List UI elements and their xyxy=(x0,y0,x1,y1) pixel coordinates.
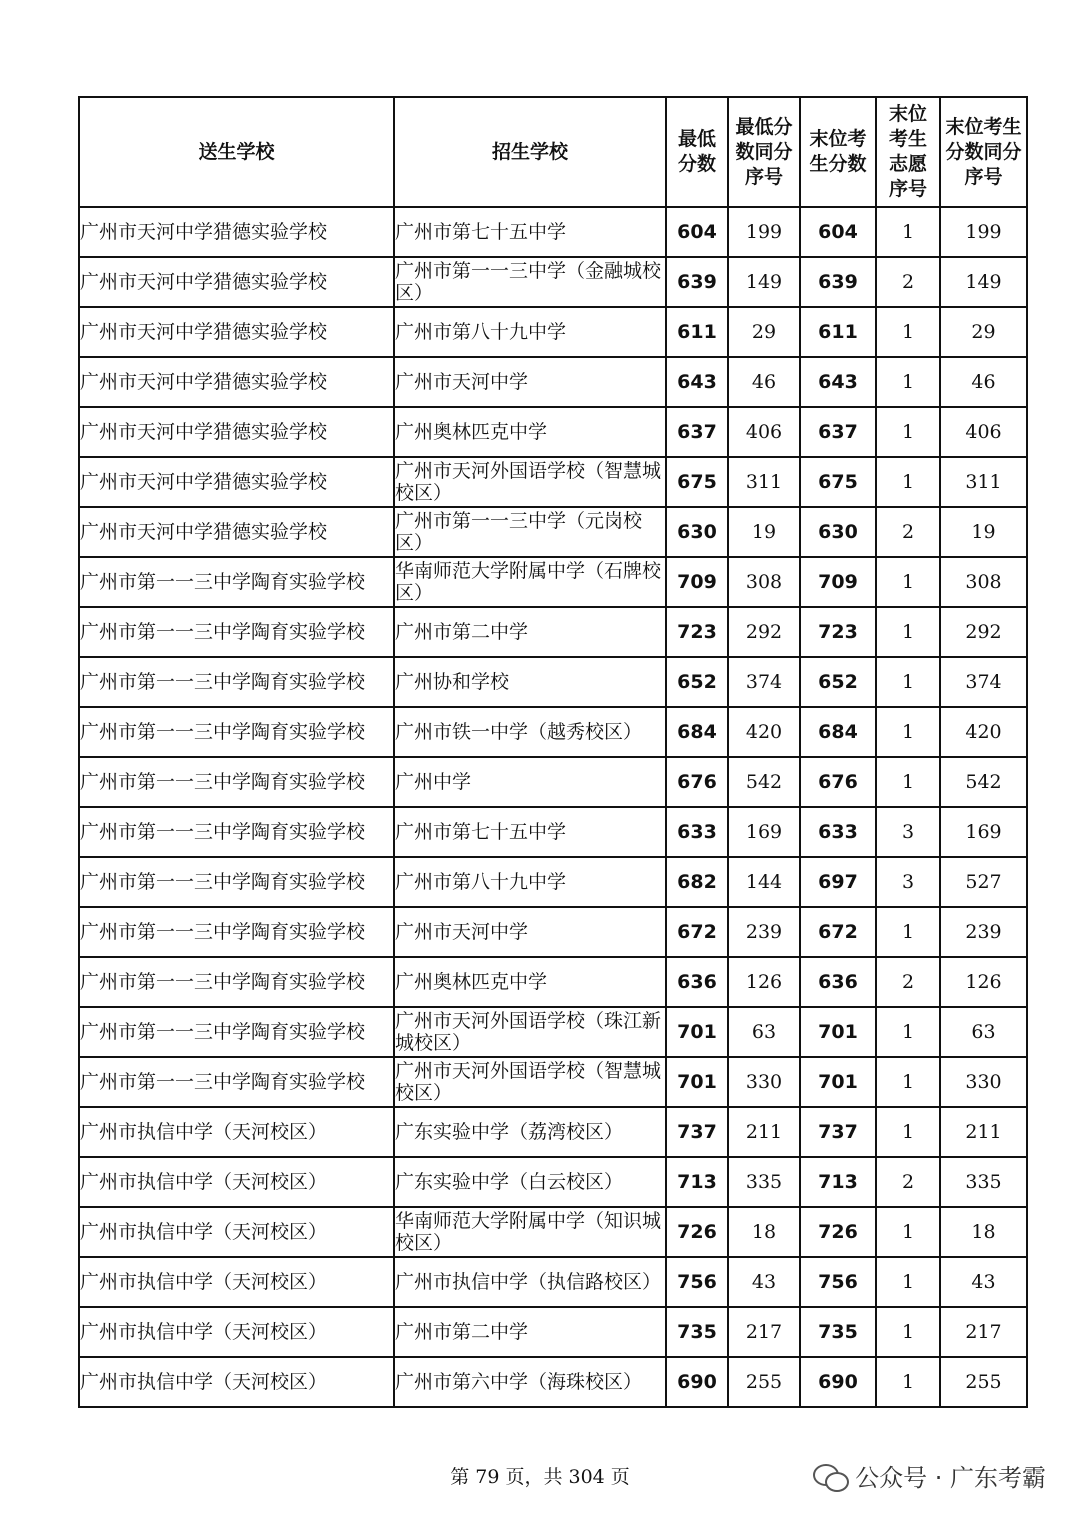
cell-sending-school: 广州市第一一三中学陶育实验学校 xyxy=(79,907,394,957)
table-row xyxy=(79,457,1027,507)
cell-min-score: 636 xyxy=(666,957,728,1007)
cell-admitting-school: 广州市第六中学（海珠校区） xyxy=(394,1357,666,1407)
cell-min-score: 701 xyxy=(666,1057,728,1107)
cell-admitting-school: 华南师范大学附属中学（知识城校区） xyxy=(394,1207,666,1257)
cell-last-score: 633 xyxy=(800,807,876,857)
cell-min-score-rank: 43 xyxy=(728,1257,800,1307)
cell-min-score: 713 xyxy=(666,1157,728,1207)
cell-admitting-school: 广东实验中学（白云校区） xyxy=(394,1157,666,1207)
cell-admitting-school: 广州奥林匹克中学 xyxy=(394,407,666,457)
cell-admitting-school: 广州奥林匹克中学 xyxy=(394,957,666,1007)
cell-admitting-school: 广州市天河中学 xyxy=(394,357,666,407)
cell-last-score: 690 xyxy=(800,1357,876,1407)
cell-min-score: 633 xyxy=(666,807,728,857)
cell-min-score: 735 xyxy=(666,1307,728,1357)
table-row xyxy=(79,207,1027,257)
cell-min-score-rank: 308 xyxy=(728,557,800,607)
cell-sending-school: 广州市执信中学（天河校区） xyxy=(79,1207,394,1257)
cell-admitting-school: 广州市第八十九中学 xyxy=(394,857,666,907)
cell-min-score-rank: 311 xyxy=(728,457,800,507)
cell-min-score: 676 xyxy=(666,757,728,807)
cell-min-score-rank: 406 xyxy=(728,407,800,457)
cell-last-choice: 1 xyxy=(876,1357,940,1407)
cell-last-score-rank: 255 xyxy=(940,1357,1027,1407)
cell-last-score-rank: 199 xyxy=(940,207,1027,257)
cell-last-choice: 2 xyxy=(876,957,940,1007)
cell-sending-school: 广州市天河中学猎德实验学校 xyxy=(79,507,394,557)
cell-admitting-school: 广州市第七十五中学 xyxy=(394,807,666,857)
cell-sending-school: 广州市第一一三中学陶育实验学校 xyxy=(79,1007,394,1057)
table-row xyxy=(79,657,1027,707)
cell-admitting-school: 广州市第一一三中学（金融城校区） xyxy=(394,257,666,307)
cell-sending-school: 广州市天河中学猎德实验学校 xyxy=(79,407,394,457)
cell-min-score-rank: 420 xyxy=(728,707,800,757)
cell-last-choice: 1 xyxy=(876,657,940,707)
cell-last-choice: 1 xyxy=(876,1057,940,1107)
cell-min-score: 639 xyxy=(666,257,728,307)
cell-last-score: 737 xyxy=(800,1107,876,1157)
cell-last-score: 630 xyxy=(800,507,876,557)
cell-last-score: 701 xyxy=(800,1007,876,1057)
cell-last-score-rank: 149 xyxy=(940,257,1027,307)
watermark-text: 公众号 · 广东考霸 xyxy=(855,1464,1046,1492)
cell-last-score-rank: 330 xyxy=(940,1057,1027,1107)
cell-min-score: 701 xyxy=(666,1007,728,1057)
cell-sending-school: 广州市执信中学（天河校区） xyxy=(79,1257,394,1307)
table-row xyxy=(79,357,1027,407)
cell-min-score-rank: 169 xyxy=(728,807,800,857)
cell-last-choice: 1 xyxy=(876,307,940,357)
cell-min-score: 737 xyxy=(666,1107,728,1157)
cell-min-score: 756 xyxy=(666,1257,728,1307)
table-row xyxy=(79,1057,1027,1107)
cell-last-choice: 1 xyxy=(876,357,940,407)
cell-last-score: 611 xyxy=(800,307,876,357)
cell-last-score-rank: 406 xyxy=(940,407,1027,457)
header-last-score-rank: 末位考生 分数同分 序号 xyxy=(940,97,1027,207)
cell-last-score: 643 xyxy=(800,357,876,407)
table-row xyxy=(79,607,1027,657)
cell-last-score-rank: 29 xyxy=(940,307,1027,357)
cell-last-choice: 2 xyxy=(876,1157,940,1207)
cell-min-score: 709 xyxy=(666,557,728,607)
cell-min-score: 684 xyxy=(666,707,728,757)
cell-min-score-rank: 199 xyxy=(728,207,800,257)
table-row xyxy=(79,257,1027,307)
cell-sending-school: 广州市天河中学猎德实验学校 xyxy=(79,207,394,257)
cell-sending-school: 广州市执信中学（天河校区） xyxy=(79,1357,394,1407)
cell-admitting-school: 广州市第一一三中学（元岗校区） xyxy=(394,507,666,557)
cell-last-score: 684 xyxy=(800,707,876,757)
cell-min-score-rank: 63 xyxy=(728,1007,800,1057)
header-admitting-school: 招生学校 xyxy=(394,97,666,207)
cell-last-score: 735 xyxy=(800,1307,876,1357)
cell-min-score: 675 xyxy=(666,457,728,507)
cell-last-choice: 3 xyxy=(876,807,940,857)
cell-last-score: 726 xyxy=(800,1207,876,1257)
cell-last-score: 675 xyxy=(800,457,876,507)
cell-min-score-rank: 335 xyxy=(728,1157,800,1207)
table-row xyxy=(79,1257,1027,1307)
cell-min-score: 723 xyxy=(666,607,728,657)
cell-last-score-rank: 420 xyxy=(940,707,1027,757)
cell-admitting-school: 广州市天河外国语学校（智慧城校区） xyxy=(394,457,666,507)
table-row xyxy=(79,707,1027,757)
cell-last-score-rank: 311 xyxy=(940,457,1027,507)
cell-last-choice: 3 xyxy=(876,857,940,907)
cell-last-score-rank: 43 xyxy=(940,1257,1027,1307)
cell-last-score-rank: 18 xyxy=(940,1207,1027,1257)
cell-min-score: 672 xyxy=(666,907,728,957)
header-sending-school: 送生学校 xyxy=(79,97,394,207)
cell-last-score: 697 xyxy=(800,857,876,907)
cell-sending-school: 广州市执信中学（天河校区） xyxy=(79,1107,394,1157)
cell-admitting-school: 广州协和学校 xyxy=(394,657,666,707)
cell-min-score-rank: 149 xyxy=(728,257,800,307)
cell-last-choice: 1 xyxy=(876,607,940,657)
cell-last-choice: 1 xyxy=(876,557,940,607)
cell-admitting-school: 广州市第八十九中学 xyxy=(394,307,666,357)
table-row xyxy=(79,907,1027,957)
table-row xyxy=(79,957,1027,1007)
cell-sending-school: 广州市第一一三中学陶育实验学校 xyxy=(79,707,394,757)
cell-last-choice: 1 xyxy=(876,1207,940,1257)
cell-min-score: 637 xyxy=(666,407,728,457)
cell-last-choice: 1 xyxy=(876,407,940,457)
cell-last-score-rank: 126 xyxy=(940,957,1027,1007)
cell-last-score: 652 xyxy=(800,657,876,707)
cell-min-score-rank: 292 xyxy=(728,607,800,657)
cell-admitting-school: 广东实验中学（荔湾校区） xyxy=(394,1107,666,1157)
cell-min-score-rank: 374 xyxy=(728,657,800,707)
cell-min-score-rank: 18 xyxy=(728,1207,800,1257)
cell-last-choice: 1 xyxy=(876,707,940,757)
cell-admitting-school: 广州市天河外国语学校（珠江新城校区） xyxy=(394,1007,666,1057)
cell-min-score-rank: 330 xyxy=(728,1057,800,1107)
cell-sending-school: 广州市第一一三中学陶育实验学校 xyxy=(79,957,394,1007)
header-min-score: 最低 分数 xyxy=(666,97,728,207)
cell-admitting-school: 广州市第二中学 xyxy=(394,1307,666,1357)
admission-score-table xyxy=(78,96,1028,1408)
cell-sending-school: 广州市第一一三中学陶育实验学校 xyxy=(79,857,394,907)
cell-min-score-rank: 211 xyxy=(728,1107,800,1157)
table-row xyxy=(79,1357,1027,1407)
cell-min-score: 630 xyxy=(666,507,728,557)
cell-last-score-rank: 542 xyxy=(940,757,1027,807)
table-header-row xyxy=(79,97,1027,207)
cell-last-score-rank: 169 xyxy=(940,807,1027,857)
cell-last-score-rank: 217 xyxy=(940,1307,1027,1357)
cell-sending-school: 广州市天河中学猎德实验学校 xyxy=(79,307,394,357)
cell-admitting-school: 华南师范大学附属中学（石牌校区） xyxy=(394,557,666,607)
table-row xyxy=(79,757,1027,807)
cell-min-score: 690 xyxy=(666,1357,728,1407)
cell-min-score-rank: 144 xyxy=(728,857,800,907)
table-row xyxy=(79,857,1027,907)
cell-last-score-rank: 335 xyxy=(940,1157,1027,1207)
cell-min-score: 682 xyxy=(666,857,728,907)
cell-min-score-rank: 542 xyxy=(728,757,800,807)
table-row xyxy=(79,807,1027,857)
cell-last-score-rank: 46 xyxy=(940,357,1027,407)
cell-last-score-rank: 292 xyxy=(940,607,1027,657)
cell-min-score-rank: 29 xyxy=(728,307,800,357)
cell-sending-school: 广州市天河中学猎德实验学校 xyxy=(79,457,394,507)
table-row xyxy=(79,1157,1027,1207)
watermark xyxy=(813,1458,1046,1493)
cell-last-score: 701 xyxy=(800,1057,876,1107)
table-row xyxy=(79,307,1027,357)
cell-last-choice: 1 xyxy=(876,757,940,807)
table-row xyxy=(79,1307,1027,1357)
cell-last-score: 639 xyxy=(800,257,876,307)
cell-sending-school: 广州市第一一三中学陶育实验学校 xyxy=(79,1057,394,1107)
cell-last-score: 637 xyxy=(800,407,876,457)
cell-min-score: 611 xyxy=(666,307,728,357)
table-row xyxy=(79,557,1027,607)
cell-sending-school: 广州市执信中学（天河校区） xyxy=(79,1157,394,1207)
table-row xyxy=(79,1107,1027,1157)
header-last-score: 末位考 生分数 xyxy=(800,97,876,207)
cell-sending-school: 广州市天河中学猎德实验学校 xyxy=(79,257,394,307)
cell-min-score-rank: 126 xyxy=(728,957,800,1007)
cell-last-choice: 2 xyxy=(876,507,940,557)
cell-sending-school: 广州市天河中学猎德实验学校 xyxy=(79,357,394,407)
cell-min-score: 604 xyxy=(666,207,728,257)
table-row xyxy=(79,507,1027,557)
cell-last-score: 676 xyxy=(800,757,876,807)
cell-admitting-school: 广州市天河外国语学校（智慧城校区） xyxy=(394,1057,666,1107)
cell-min-score-rank: 217 xyxy=(728,1307,800,1357)
cell-sending-school: 广州市第一一三中学陶育实验学校 xyxy=(79,757,394,807)
page-number: 第 79 页，共 304 页 xyxy=(450,1466,630,1488)
table-row xyxy=(79,407,1027,457)
cell-last-score-rank: 239 xyxy=(940,907,1027,957)
cell-last-score-rank: 63 xyxy=(940,1007,1027,1057)
cell-last-choice: 1 xyxy=(876,1257,940,1307)
cell-min-score-rank: 19 xyxy=(728,507,800,557)
cell-last-score: 709 xyxy=(800,557,876,607)
table-body xyxy=(79,207,1027,1407)
cell-admitting-school: 广州市执信中学（执信路校区） xyxy=(394,1257,666,1307)
cell-last-choice: 1 xyxy=(876,457,940,507)
cell-last-score-rank: 211 xyxy=(940,1107,1027,1157)
cell-sending-school: 广州市第一一三中学陶育实验学校 xyxy=(79,807,394,857)
cell-last-choice: 2 xyxy=(876,257,940,307)
cell-min-score: 726 xyxy=(666,1207,728,1257)
cell-last-choice: 1 xyxy=(876,907,940,957)
cell-last-score-rank: 308 xyxy=(940,557,1027,607)
cell-min-score: 652 xyxy=(666,657,728,707)
cell-min-score: 643 xyxy=(666,357,728,407)
cell-last-score: 723 xyxy=(800,607,876,657)
cell-sending-school: 广州市第一一三中学陶育实验学校 xyxy=(79,557,394,607)
cell-min-score-rank: 255 xyxy=(728,1357,800,1407)
cell-last-choice: 1 xyxy=(876,1307,940,1357)
cell-last-score-rank: 527 xyxy=(940,857,1027,907)
cell-last-score-rank: 374 xyxy=(940,657,1027,707)
header-min-score-rank: 最低分 数同分 序号 xyxy=(728,97,800,207)
cell-admitting-school: 广州市铁一中学（越秀校区） xyxy=(394,707,666,757)
cell-admitting-school: 广州市第七十五中学 xyxy=(394,207,666,257)
wechat-icon xyxy=(813,1462,847,1490)
cell-last-score: 713 xyxy=(800,1157,876,1207)
cell-admitting-school: 广州中学 xyxy=(394,757,666,807)
cell-admitting-school: 广州市第二中学 xyxy=(394,607,666,657)
table-row xyxy=(79,1207,1027,1257)
cell-min-score-rank: 239 xyxy=(728,907,800,957)
cell-last-score: 756 xyxy=(800,1257,876,1307)
cell-last-choice: 1 xyxy=(876,207,940,257)
cell-last-score: 636 xyxy=(800,957,876,1007)
cell-last-choice: 1 xyxy=(876,1107,940,1157)
cell-sending-school: 广州市第一一三中学陶育实验学校 xyxy=(79,607,394,657)
cell-last-score: 604 xyxy=(800,207,876,257)
cell-last-choice: 1 xyxy=(876,1007,940,1057)
cell-sending-school: 广州市第一一三中学陶育实验学校 xyxy=(79,657,394,707)
cell-admitting-school: 广州市天河中学 xyxy=(394,907,666,957)
cell-last-score: 672 xyxy=(800,907,876,957)
cell-sending-school: 广州市执信中学（天河校区） xyxy=(79,1307,394,1357)
header-last-choice: 末位 考生 志愿 序号 xyxy=(876,97,940,207)
cell-min-score-rank: 46 xyxy=(728,357,800,407)
cell-last-score-rank: 19 xyxy=(940,507,1027,557)
table-row xyxy=(79,1007,1027,1057)
